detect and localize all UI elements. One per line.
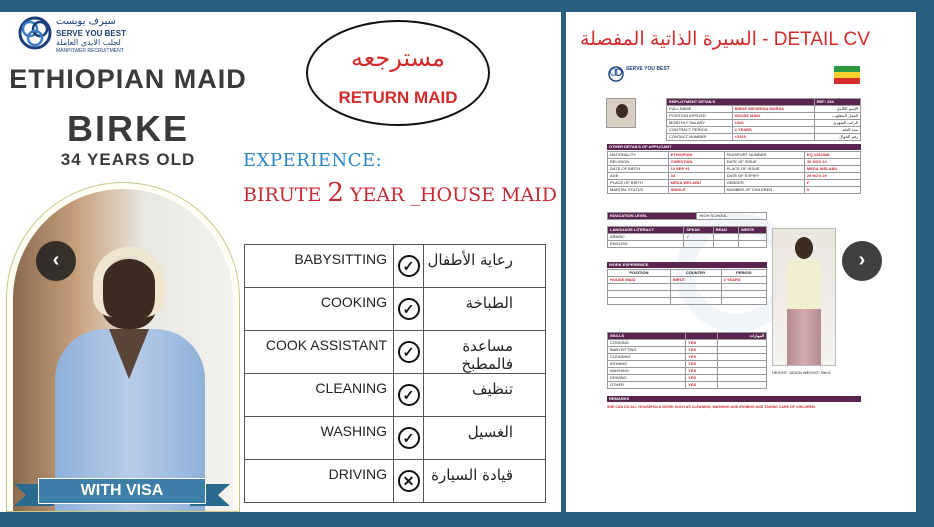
prev-slide-button[interactable]: ‹ bbox=[36, 241, 76, 281]
logo-tagline: MANPOWER RECRUITMENT bbox=[56, 48, 124, 54]
employment-label-ar: مدة العقد bbox=[814, 127, 860, 134]
skill-status-cell bbox=[394, 460, 424, 503]
language-header-cell: SPEAK bbox=[684, 227, 713, 234]
detail-label: GENDER bbox=[724, 180, 804, 187]
photo-frame bbox=[6, 182, 240, 512]
detail-value: 12 SEP 91 bbox=[668, 166, 724, 173]
cv-skill-row bbox=[608, 347, 767, 354]
cv-skill-name: OTHER bbox=[608, 382, 686, 389]
employment-value: +2519 bbox=[732, 134, 814, 141]
work-period: 2 YEARS bbox=[721, 277, 766, 284]
employment-value: 1000 bbox=[732, 120, 814, 127]
detail-label: RELIGION bbox=[608, 159, 669, 166]
check-circle-icon: ✓ bbox=[398, 341, 420, 363]
company-logo bbox=[18, 16, 138, 58]
cv-photo-top bbox=[787, 259, 821, 309]
skill-status-cell bbox=[394, 331, 424, 374]
slide-maid-profile bbox=[0, 12, 561, 512]
skill-name: BABYSITTING bbox=[245, 245, 394, 288]
check-circle-icon: ✓ bbox=[398, 427, 420, 449]
ref-number: REF: 234 bbox=[814, 99, 860, 106]
language-speak: ✓ bbox=[684, 234, 713, 241]
cv-skill-name: WASHING bbox=[608, 368, 686, 375]
cv-logo-icon bbox=[608, 66, 624, 82]
detail-value: SINGLE bbox=[668, 187, 724, 194]
other-details-row bbox=[608, 159, 861, 166]
employment-value: BIRKE MEGERSA MURSA bbox=[732, 106, 814, 113]
cv-skill-ar bbox=[718, 382, 767, 389]
education-table bbox=[607, 212, 767, 220]
skill-name: COOK ASSISTANT bbox=[245, 331, 394, 374]
detail-value: ETHIOPIAN bbox=[668, 152, 724, 159]
remarks-text: SHE CAN DO ALL HOUSEHOLD WORK SUCH AS CLEANING, WASHING AND IRONING AND TAKING CARE OF CHILDREN. bbox=[607, 405, 816, 409]
detail-label: NATIONALITY bbox=[608, 152, 669, 159]
other-details-row bbox=[608, 152, 861, 159]
language-header-cell: READ bbox=[713, 227, 738, 234]
language-speak bbox=[684, 241, 713, 248]
cv-photo-skirt bbox=[787, 309, 821, 365]
cv-skill-ar bbox=[718, 368, 767, 375]
check-circle-icon: ✓ bbox=[398, 384, 420, 406]
detail-label: NUMBER OF CHILDREN bbox=[724, 187, 804, 194]
employment-row bbox=[667, 106, 861, 113]
skill-name-arabic: رعاية الأطفال bbox=[424, 245, 546, 288]
cv-skill-value: YES bbox=[686, 361, 718, 368]
work-position: HOUSE MAID bbox=[608, 277, 671, 284]
detail-value: CHRISTIAN bbox=[668, 159, 724, 166]
detail-label: DATE OF EXPIRY bbox=[724, 173, 804, 180]
other-details-row bbox=[608, 166, 861, 173]
employment-label: CONTACT NUMBER bbox=[667, 134, 733, 141]
height-weight: HEIGHT: 163CM WEIGHT: 59KG bbox=[772, 370, 831, 375]
other-details-row bbox=[608, 173, 861, 180]
language-table bbox=[607, 226, 767, 248]
logo-arabic-sub: لجلب الايدي العاملة bbox=[56, 38, 121, 47]
maid-photo bbox=[13, 189, 233, 511]
experience-suffix: YEAR _HOUSE MAID bbox=[343, 184, 557, 206]
work-experience-table bbox=[607, 269, 767, 305]
cv-skill-ar bbox=[718, 340, 767, 347]
experience-years: 2 bbox=[327, 178, 344, 208]
detail-label: MARITAL STATUS bbox=[608, 187, 669, 194]
employment-row bbox=[667, 120, 861, 127]
language-read bbox=[713, 234, 738, 241]
detail-value: EQ 1252838 bbox=[804, 152, 860, 159]
next-slide-button[interactable]: › bbox=[842, 241, 882, 281]
cv-skill-name: CLEANING bbox=[608, 354, 686, 361]
employment-value: HOUSE MAID bbox=[732, 113, 814, 120]
detail-value: 0 bbox=[804, 187, 860, 194]
detail-value: 30 NOV 24 bbox=[804, 159, 860, 166]
detail-value: MEDA WELABU bbox=[668, 180, 724, 187]
cv-skill-row bbox=[608, 354, 767, 361]
cv-skill-name: IRONING bbox=[608, 361, 686, 368]
skill-name-arabic: الطباخة bbox=[424, 288, 546, 331]
cv-skill-value: YES bbox=[686, 340, 718, 347]
employment-label: MONTHLY SALARY bbox=[667, 120, 733, 127]
detail-label: PLACE OF BIRTH bbox=[608, 180, 669, 187]
employment-row bbox=[667, 127, 861, 134]
other-details-table bbox=[607, 151, 861, 194]
maid-age: 34 YEARS OLD bbox=[60, 150, 196, 169]
skill-name-arabic: مساعدة فالمطبخ bbox=[424, 331, 546, 374]
skill-name: COOKING bbox=[245, 288, 394, 331]
language-header-cell: WRITE bbox=[739, 227, 767, 234]
cv-title: السيرة الذاتية المفصلة - DETAIL CV bbox=[580, 29, 870, 50]
skill-status-cell bbox=[394, 245, 424, 288]
cv-skill-ar bbox=[718, 361, 767, 368]
work-header-cell: POSITION bbox=[608, 270, 671, 277]
skill-name-arabic: تنظيف bbox=[424, 374, 546, 417]
language-write bbox=[739, 241, 767, 248]
detail-value: 34 bbox=[668, 173, 724, 180]
cv-full-photo bbox=[772, 228, 836, 366]
skill-row bbox=[245, 460, 546, 503]
stamp-english: RETURN MAID bbox=[338, 88, 458, 107]
skill-name-arabic: الغسيل bbox=[424, 417, 546, 460]
employment-label: POSITION APPLIED bbox=[667, 113, 733, 120]
language-row bbox=[608, 241, 767, 248]
cv-skill-row bbox=[608, 382, 767, 389]
employment-label-ar: رقم الجوال bbox=[814, 134, 860, 141]
education-value: HIGH SCHOOL bbox=[697, 213, 767, 220]
detail-value: MEDA WELABU bbox=[804, 166, 860, 173]
skill-row bbox=[245, 331, 546, 374]
cv-skill-name: BABYSITTING bbox=[608, 347, 686, 354]
cv-skills-header-ar: المهارات bbox=[718, 333, 767, 340]
employment-value: 2 YEARS bbox=[732, 127, 814, 134]
maid-name: BIRKE bbox=[66, 108, 189, 149]
work-header-cell: PERIOD bbox=[721, 270, 766, 277]
cv-skills-table bbox=[607, 332, 767, 389]
cross-circle-icon: ✕ bbox=[398, 470, 420, 492]
skill-status-cell bbox=[394, 374, 424, 417]
detail-value: 29 NOV 29 bbox=[804, 173, 860, 180]
logo-english: SERVE YOU BEST bbox=[56, 29, 126, 38]
skill-name: DRIVING bbox=[245, 460, 394, 503]
education-label: EDUCATION LEVEL bbox=[608, 213, 697, 220]
skill-status-cell bbox=[394, 417, 424, 460]
cv-skill-value: YES bbox=[686, 375, 718, 382]
cv-skill-ar bbox=[718, 375, 767, 382]
cv-skill-row bbox=[608, 368, 767, 375]
skill-row bbox=[245, 288, 546, 331]
skill-status-cell bbox=[394, 288, 424, 331]
cv-logo-text: SERVE YOU BEST bbox=[626, 66, 670, 72]
cv-passport-photo bbox=[606, 98, 636, 128]
experience-prefix: BIRUTE bbox=[243, 184, 328, 206]
detail-label: PASSPORT NUMBER bbox=[724, 152, 804, 159]
cv-skill-value: YES bbox=[686, 382, 718, 389]
skill-row bbox=[245, 245, 546, 288]
detail-label: AGE bbox=[608, 173, 669, 180]
work-country: BIRUT bbox=[670, 277, 721, 284]
work-experience-header: WORK EXPERIENCE bbox=[607, 262, 767, 268]
cv-skill-name: COOKING bbox=[608, 340, 686, 347]
detail-label: DATE OF ISSUE bbox=[724, 159, 804, 166]
skills-table bbox=[244, 244, 546, 503]
detail-label: DATE OF BIRTH bbox=[608, 166, 669, 173]
cv-photo-head bbox=[795, 237, 813, 259]
employment-table bbox=[666, 98, 861, 141]
ethiopia-flag-icon bbox=[834, 66, 860, 84]
cv-skill-row bbox=[608, 375, 767, 382]
skill-row bbox=[245, 374, 546, 417]
cv-logo bbox=[608, 66, 668, 84]
check-circle-icon: ✓ bbox=[398, 255, 420, 277]
stamp-arabic: مسترجعه bbox=[350, 44, 446, 72]
other-details-row bbox=[608, 187, 861, 194]
employment-label: FULL NAME bbox=[667, 106, 733, 113]
cv-skills-header: SKILLS bbox=[608, 333, 686, 340]
remarks-header: REMARKS bbox=[607, 396, 861, 402]
language-name: ARABIC bbox=[608, 234, 684, 241]
cv-skill-value: YES bbox=[686, 354, 718, 361]
skill-row bbox=[245, 417, 546, 460]
skill-name-arabic: قيادة السيارة bbox=[424, 460, 546, 503]
other-details-header: OTHER DETAILS OF APPLICANT bbox=[607, 144, 861, 150]
cv-skill-value: YES bbox=[686, 347, 718, 354]
cv-skill-ar bbox=[718, 347, 767, 354]
experience-label: EXPERIENCE: bbox=[243, 150, 383, 171]
detail-label: PLACE OF ISSUE bbox=[724, 166, 804, 173]
detail-value: F bbox=[804, 180, 860, 187]
employment-label-ar: الإسم الكامل bbox=[814, 106, 860, 113]
employment-label: CONTRACT PERIOD bbox=[667, 127, 733, 134]
language-name: ENGLISH bbox=[608, 241, 684, 248]
employment-label-ar: العمل المطلوب bbox=[814, 113, 860, 120]
visa-ribbon bbox=[14, 478, 230, 508]
with-visa-badge: WITH VISA bbox=[38, 478, 206, 504]
employment-row bbox=[667, 113, 861, 120]
employment-row bbox=[667, 134, 861, 141]
language-header-cell: LANGUAGE LITERACY bbox=[608, 227, 684, 234]
logo-knot-icon bbox=[18, 16, 52, 50]
cv-skill-ar bbox=[718, 354, 767, 361]
employment-header: EMPLOYMENT DETAILS bbox=[667, 99, 815, 106]
nationality-title: ETHIOPIAN MAID bbox=[9, 64, 247, 94]
skill-name: CLEANING bbox=[245, 374, 394, 417]
language-row bbox=[608, 234, 767, 241]
experience-value bbox=[243, 178, 557, 208]
language-write bbox=[739, 234, 767, 241]
work-header-cell: COUNTRY bbox=[670, 270, 721, 277]
language-read bbox=[713, 241, 738, 248]
cv-skill-row bbox=[608, 361, 767, 368]
cv-skill-row bbox=[608, 340, 767, 347]
cv-skill-value: YES bbox=[686, 368, 718, 375]
skill-name: WASHING bbox=[245, 417, 394, 460]
employment-label-ar: الراتب الشهري bbox=[814, 120, 860, 127]
photo-headscarf bbox=[93, 247, 165, 317]
other-details-row bbox=[608, 180, 861, 187]
cv-skill-name: DRIVING bbox=[608, 375, 686, 382]
logo-arabic: سيرف يوبست bbox=[56, 16, 116, 27]
return-maid-stamp bbox=[306, 20, 490, 126]
check-circle-icon: ✓ bbox=[398, 298, 420, 320]
